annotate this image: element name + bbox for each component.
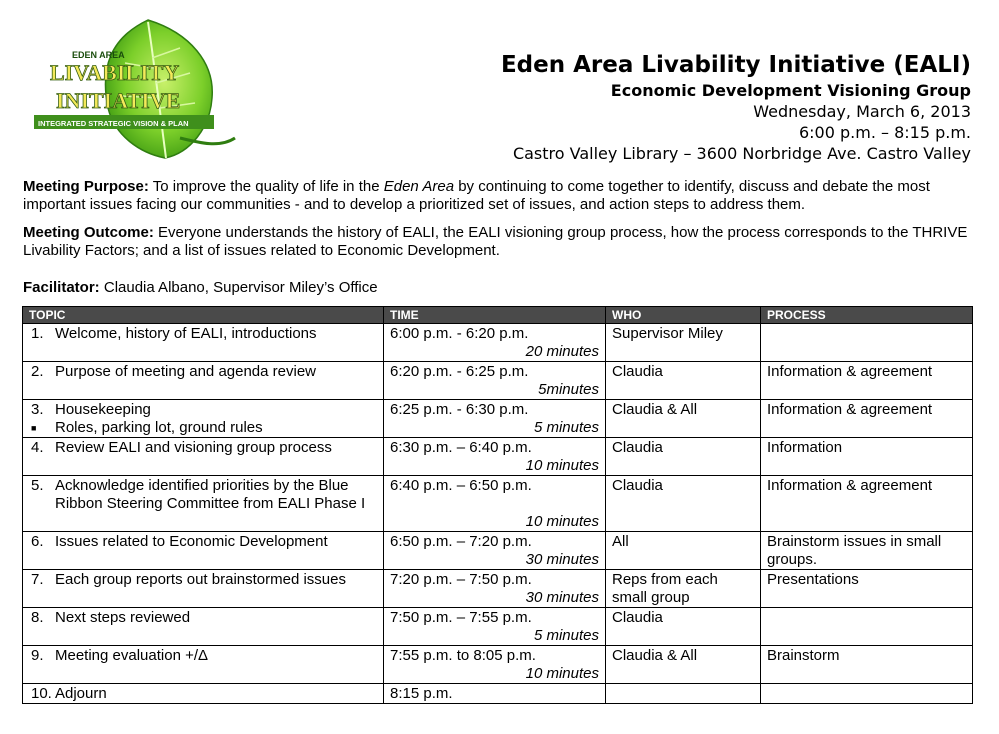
table-row: [23, 476, 973, 532]
topic-cell: [23, 362, 384, 400]
process-cell: Brainstorm issues in small groups.: [761, 532, 973, 570]
duration: 10 minutes: [525, 457, 599, 474]
document-title: Eden Area Livability Initiative (EALI): [500, 52, 971, 78]
duration: 10 minutes: [525, 513, 599, 530]
topic-cell: [23, 324, 384, 362]
topic-cell: [23, 684, 384, 704]
time-range: 6:00 p.m. - 6:20 p.m.: [390, 325, 529, 342]
process-cell: Brainstorm: [761, 646, 973, 684]
meeting-time: 6:00 p.m. – 8:15 p.m.: [798, 123, 971, 142]
who-cell: All: [606, 532, 761, 570]
topic-cell: [23, 438, 384, 476]
item-number: 10.: [31, 685, 52, 702]
duration: 10 minutes: [525, 665, 599, 682]
outcome-text: Everyone understands the history of EALI, the EALI visioning group process, how the process corresponds to the THRIVE Livability Factors; and a list of issues related to Economic Development.: [23, 224, 968, 259]
duration: 5 minutes: [533, 419, 599, 436]
document-subtitle: Economic Development Visioning Group: [610, 81, 971, 100]
topic-text: Meeting evaluation +/Δ: [55, 647, 209, 664]
item-number: 5.: [31, 477, 44, 494]
topic-text: Housekeeping: [55, 401, 151, 418]
topic-cell: [23, 400, 384, 438]
who-cell: Claudia & All: [606, 646, 761, 684]
time-cell: [384, 362, 606, 400]
process-cell: Information & agreement: [761, 400, 973, 438]
who-cell: Claudia: [606, 438, 761, 476]
time-range: 6:40 p.m. – 6:50 p.m.: [390, 477, 532, 494]
topic-cell: [23, 646, 384, 684]
time-range: 7:55 p.m. to 8:05 p.m.: [390, 647, 536, 664]
agenda-table: [22, 306, 973, 704]
header-process: PROCESS: [761, 307, 973, 324]
eali-logo: [30, 18, 245, 163]
who-cell: Claudia: [606, 362, 761, 400]
who-cell: Claudia: [606, 608, 761, 646]
time-cell: [384, 532, 606, 570]
table-row: [23, 324, 973, 362]
topic-subtext: Roles, parking lot, ground rules: [55, 419, 263, 436]
header-time: TIME: [384, 307, 606, 324]
document-header: [501, 50, 971, 164]
item-number: 9.: [31, 647, 44, 664]
time-cell: [384, 400, 606, 438]
who-cell: Supervisor Miley: [606, 324, 761, 362]
time-range: 8:15 p.m.: [390, 685, 453, 702]
table-row: [23, 400, 973, 438]
time-cell: [384, 476, 606, 532]
meeting-outcome: [23, 224, 973, 260]
topic-text: Welcome, history of EALI, introductions: [55, 325, 317, 342]
table-row: [23, 684, 973, 704]
time-cell: [384, 570, 606, 608]
topic-cell: [23, 570, 384, 608]
header-who: WHO: [606, 307, 761, 324]
duration: 30 minutes: [525, 589, 599, 606]
logo-line2: LIVABILITY: [50, 60, 180, 85]
process-cell: Information & agreement: [761, 362, 973, 400]
topic-text: Next steps reviewed: [55, 609, 191, 626]
topic-text: Acknowledge identified priorities by the Blue Ribbon Steering Committee from EALI Phase I: [55, 477, 366, 512]
topic-text: Adjourn: [55, 685, 107, 702]
time-range: 6:30 p.m. – 6:40 p.m.: [390, 439, 532, 456]
item-number: 1.: [31, 325, 44, 342]
outcome-label: Meeting Outcome:: [23, 224, 154, 241]
table-row: [23, 362, 973, 400]
item-number: 2.: [31, 363, 44, 380]
time-range: 6:20 p.m. - 6:25 p.m.: [390, 363, 529, 380]
process-cell: [761, 684, 973, 704]
time-cell: [384, 324, 606, 362]
meeting-location: Castro Valley Library – 3600 Norbridge Ave. Castro Valley: [512, 144, 971, 163]
topic-cell: [23, 608, 384, 646]
meeting-date: Wednesday, March 6, 2013: [753, 102, 971, 121]
process-cell: [761, 608, 973, 646]
table-row: [23, 532, 973, 570]
process-cell: [761, 324, 973, 362]
facilitator-text: Claudia Albano, Supervisor Miley’s Office: [99, 279, 378, 296]
time-range: 7:50 p.m. – 7:55 p.m.: [390, 609, 532, 626]
item-number: 3.: [31, 401, 44, 418]
header-topic: TOPIC: [23, 307, 384, 324]
time-cell: [384, 438, 606, 476]
purpose-text-before: To improve the quality of life in the: [148, 178, 384, 195]
table-row: [23, 570, 973, 608]
topic-cell: [23, 476, 384, 532]
duration: 5 minutes: [533, 627, 599, 644]
table-row: [23, 646, 973, 684]
item-number: 7.: [31, 571, 44, 588]
time-cell: [384, 646, 606, 684]
logo-line1: EDEN AREA: [72, 50, 125, 60]
table-row: [23, 438, 973, 476]
purpose-italic: Eden Area: [383, 178, 455, 195]
time-range: 7:20 p.m. – 7:50 p.m.: [390, 571, 532, 588]
duration: 20 minutes: [525, 343, 599, 360]
time-cell: [384, 684, 606, 704]
time-range: 6:25 p.m. - 6:30 p.m.: [390, 401, 529, 418]
who-cell: Reps from each small group: [606, 570, 761, 608]
who-cell: Claudia & All: [606, 400, 761, 438]
time-cell: [384, 608, 606, 646]
duration: 5minutes: [538, 381, 599, 398]
table-header-row: [23, 307, 973, 324]
item-number: 6.: [31, 533, 44, 550]
item-number: 4.: [31, 439, 44, 456]
time-range: 6:50 p.m. – 7:20 p.m.: [390, 533, 532, 550]
topic-text: Purpose of meeting and agenda review: [55, 363, 317, 380]
leaf-logo-icon: [30, 18, 245, 163]
purpose-label: Meeting Purpose:: [23, 178, 149, 195]
process-cell: Presentations: [761, 570, 973, 608]
topic-cell: [23, 532, 384, 570]
bullet-icon: ■: [31, 423, 37, 433]
facilitator: [23, 279, 973, 297]
topic-text: Each group reports out brainstormed issues: [55, 571, 346, 588]
who-cell: Claudia: [606, 476, 761, 532]
facilitator-label: Facilitator:: [23, 279, 100, 296]
process-cell: Information & agreement: [761, 476, 973, 532]
logo-line3: INITIATIVE: [56, 88, 181, 113]
process-cell: Information: [761, 438, 973, 476]
topic-text: Review EALI and visioning group process: [55, 439, 332, 456]
table-row: [23, 608, 973, 646]
duration: 30 minutes: [525, 551, 599, 568]
purpose-text-after: by continuing to come together to identify, discuss and debate the most important issues facing our communities - and to develop a prioritized set of issues, and action steps to address them.: [23, 178, 930, 213]
logo-banner: INTEGRATED STRATEGIC VISION & PLAN: [38, 119, 189, 128]
topic-text: Issues related to Economic Development: [55, 533, 328, 550]
who-cell: [606, 684, 761, 704]
meeting-purpose: [23, 178, 973, 214]
item-number: 8.: [31, 609, 44, 626]
